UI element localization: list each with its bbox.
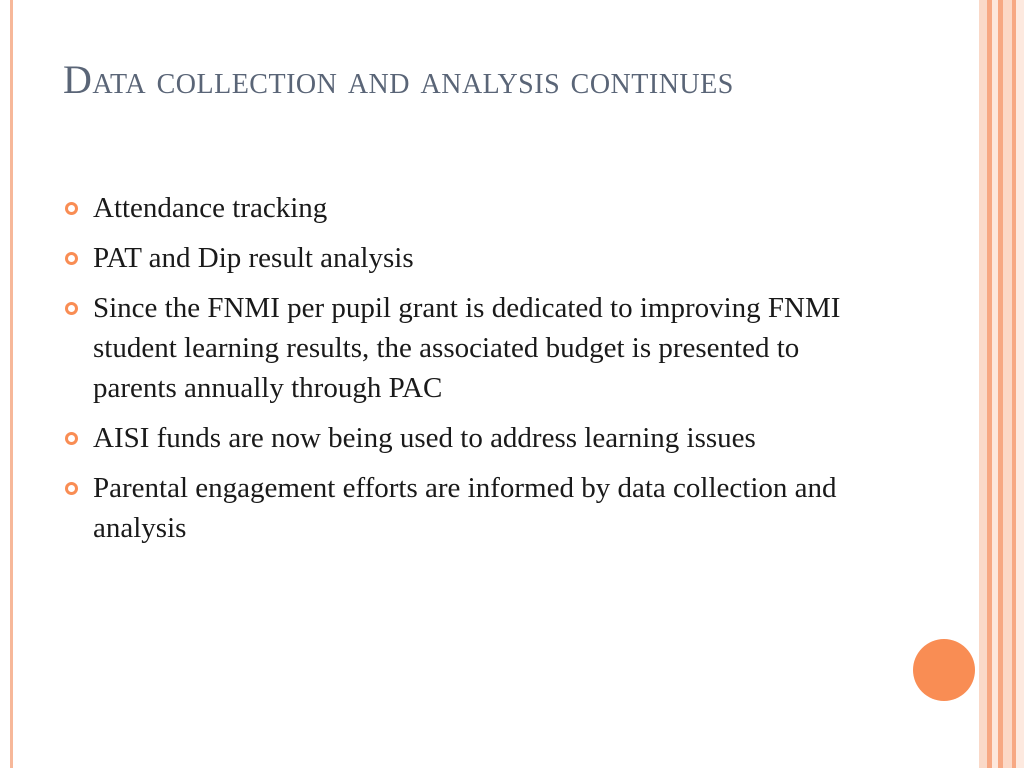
bullet-list [63,188,853,558]
bullet-item [63,418,853,458]
right-decor-stripe [979,0,987,768]
bullet-text: Since the FNMI per pupil grant is dedicated to improving FNMI student learning results, the associated budget is presented to parents annually through PAC [93,292,841,404]
right-decor-stripe [1003,0,1012,768]
bullet-item [63,468,853,548]
bullet-ring-icon [65,432,78,445]
bullet-text: Parental engagement efforts are informed by data collection and analysis [93,472,837,544]
bullet-ring-icon [65,252,78,265]
bullet-text: AISI funds are now being used to address learning issues [93,422,756,454]
left-border-line [10,0,13,768]
slide-title: Data collection and analysis continues [63,57,734,102]
bullet-text: PAT and Dip result analysis [93,242,414,274]
bullet-text: Attendance tracking [93,192,328,224]
right-decor-stripe [1016,0,1024,768]
bullet-ring-icon [65,302,78,315]
decorative-circle [913,639,975,701]
bullet-item [63,238,853,278]
bullet-item [63,188,853,228]
bullet-item [63,288,853,408]
bullet-ring-icon [65,482,78,495]
bullet-ring-icon [65,202,78,215]
